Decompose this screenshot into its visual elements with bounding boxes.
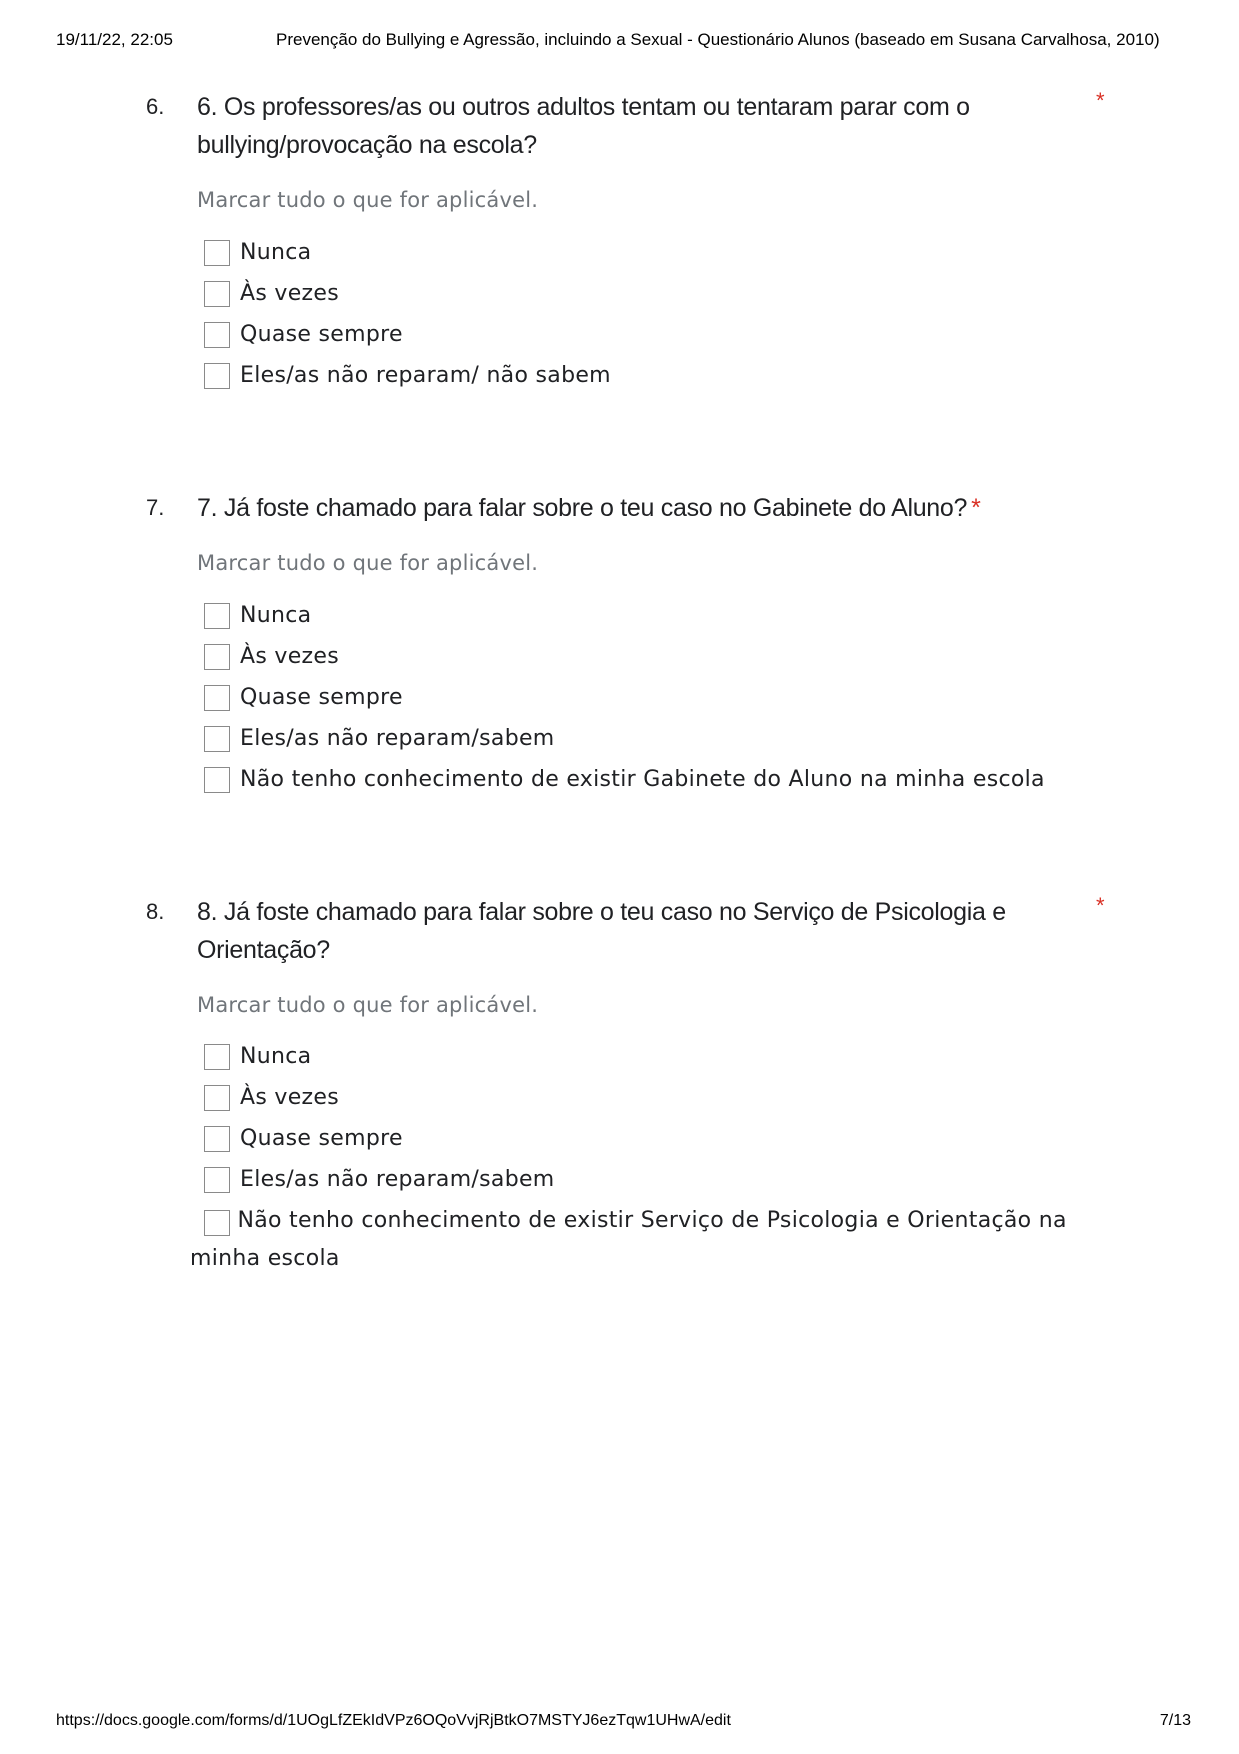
page-url: https://docs.google.com/forms/d/1UOgLfZEkIdVPz6OQoVvjRjBtkO7MSTYJ6ezTqw1UHwA/edit	[56, 1712, 731, 1729]
option-label: Quase sempre	[240, 322, 403, 347]
option-label: Quase sempre	[240, 685, 403, 710]
print-datetime: 19/11/22, 22:05	[56, 30, 173, 49]
question-title	[197, 893, 1057, 969]
checkbox[interactable]	[204, 1126, 230, 1152]
option-label: Eles/as não reparam/sabem	[240, 726, 555, 751]
print-header	[0, 30, 1239, 54]
question-hint: Marcar tudo o que for aplicável.	[197, 993, 539, 1017]
options-list	[204, 595, 1084, 800]
option-label: Nunca	[240, 603, 312, 628]
question-title	[197, 489, 1057, 527]
checkbox[interactable]	[204, 363, 230, 389]
option-nunca[interactable]	[204, 1036, 1084, 1077]
option-quase-sempre[interactable]	[204, 677, 1084, 718]
question-title	[197, 88, 1017, 164]
question-hint: Marcar tudo o que for aplicável.	[197, 188, 539, 212]
option-label: Quase sempre	[240, 1126, 403, 1151]
checkbox[interactable]	[204, 1210, 230, 1236]
checkbox[interactable]	[204, 767, 230, 793]
page-number: 7/13	[1159, 1712, 1191, 1729]
question-hint: Marcar tudo o que for aplicável.	[197, 551, 539, 575]
question-number: 8.	[146, 899, 165, 924]
checkbox[interactable]	[204, 726, 230, 752]
question-title-text: 7. Já foste chamado para falar sobre o teu caso no Gabinete do Aluno?	[197, 494, 968, 522]
option-label: Não tenho conhecimento de existir Gabinete do Aluno na minha escola	[240, 767, 1045, 792]
option-label: Eles/as não reparam/ não sabem	[240, 363, 611, 388]
option-sem-conhecimento[interactable]	[190, 1200, 1077, 1278]
option-label: Às vezes	[240, 1085, 340, 1110]
checkbox[interactable]	[204, 644, 230, 670]
option-label: Às vezes	[240, 644, 340, 669]
checkbox[interactable]	[204, 281, 230, 307]
options-list	[190, 1036, 1084, 1278]
option-label: Eles/as não reparam/sabem	[240, 1167, 555, 1192]
question-number: 6.	[146, 94, 165, 119]
required-asterisk: *	[1096, 893, 1105, 918]
checkbox[interactable]	[204, 1085, 230, 1111]
checkbox[interactable]	[204, 1044, 230, 1070]
checkbox[interactable]	[204, 685, 230, 711]
checkbox[interactable]	[204, 240, 230, 266]
option-as-vezes[interactable]	[204, 273, 1084, 314]
option-sem-conhecimento[interactable]	[204, 759, 1084, 800]
option-as-vezes[interactable]	[204, 636, 1084, 677]
checkbox[interactable]	[204, 603, 230, 629]
question-title-text: 6. Os professores/as ou outros adultos tentam ou tentaram parar com o bullying/provocação na escola?	[197, 93, 970, 159]
option-as-vezes[interactable]	[204, 1077, 1084, 1118]
required-asterisk: *	[1096, 88, 1105, 113]
document-title: Prevenção do Bullying e Agressão, incluindo a Sexual - Questionário Alunos (baseado em Susana Carvalhosa, 2010)	[276, 30, 1160, 49]
option-nunca[interactable]	[204, 595, 1084, 636]
option-nao-reparam[interactable]	[204, 718, 1084, 759]
question-number: 7.	[146, 495, 165, 520]
checkbox[interactable]	[204, 322, 230, 348]
option-label: Às vezes	[240, 281, 340, 306]
option-nao-reparam[interactable]	[204, 1159, 1084, 1200]
option-label: Nunca	[240, 240, 312, 265]
option-label: Não tenho conhecimento de existir Serviço de Psicologia e Orientação na minha escola	[190, 1208, 1067, 1271]
option-nao-reparam[interactable]	[204, 355, 1084, 396]
options-list	[204, 232, 1084, 396]
required-asterisk: *	[971, 494, 981, 522]
option-nunca[interactable]	[204, 232, 1084, 273]
question-title-text: 8. Já foste chamado para falar sobre o teu caso no Serviço de Psicologia e Orientação?	[197, 898, 1006, 964]
checkbox[interactable]	[204, 1167, 230, 1193]
option-quase-sempre[interactable]	[204, 314, 1084, 355]
option-quase-sempre[interactable]	[204, 1118, 1084, 1159]
option-label: Nunca	[240, 1044, 312, 1069]
